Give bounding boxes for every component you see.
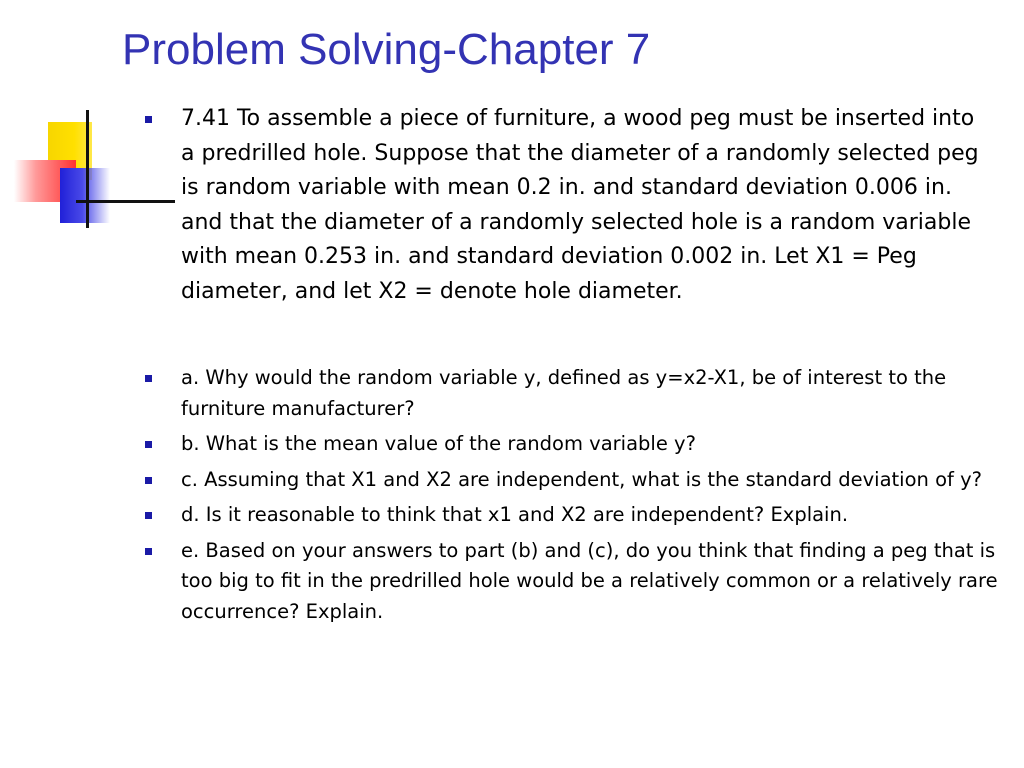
bullet-item-question-c	[145, 465, 1005, 496]
slide-content	[145, 102, 1005, 632]
bullet-text: c. Assuming that X1 and X2 are independent, what is the standard deviation of y?	[181, 467, 982, 491]
bullet-item-question-a	[145, 363, 1005, 424]
bullet-item-question-b	[145, 429, 1005, 460]
square-bullet-icon	[145, 441, 152, 448]
blue-square	[60, 168, 110, 223]
bullet-item-question-e	[145, 536, 1005, 628]
square-bullet-icon	[145, 116, 152, 123]
bullet-text: b. What is the mean value of the random variable y?	[181, 432, 696, 455]
square-bullet-icon	[145, 512, 152, 519]
bullet-item-question-d	[145, 500, 1005, 531]
square-bullet-icon	[145, 548, 152, 555]
bullet-text: d. Is it reasonable to think that x1 and X2 are independent? Explain.	[181, 503, 849, 526]
bullet-text: e. Based on your answers to part (b) and (c), do you think that finding a peg that is too big to fit in the predrilled hole would be a relatively common or a relatively rare occurrence? Explain.	[181, 538, 998, 623]
square-bullet-icon	[145, 477, 152, 484]
bullet-item-problem-statement	[145, 102, 991, 309]
slide-title: Problem Solving-Chapter 7	[122, 25, 651, 74]
bullet-list	[145, 102, 1005, 627]
vertical-line	[86, 110, 89, 228]
bullet-text: a. Why would the random variable y, defined as y=x2-X1, be of interest to the furniture manufacturer?	[181, 366, 947, 420]
square-bullet-icon	[145, 375, 152, 382]
bullet-text: 7.41 To assemble a piece of furniture, a wood peg must be inserted into a predrilled hole. Suppose that the diameter of a randomly selected peg is random variable with mean 0.2 in. and standard deviation 0.006 in. and that the diameter of a randomly selected hole is a random variable with mean 0.253 in. and standard deviation 0.002 in. Let X1 = Peg diameter, and let X2 = denote hole diameter.	[181, 106, 979, 304]
